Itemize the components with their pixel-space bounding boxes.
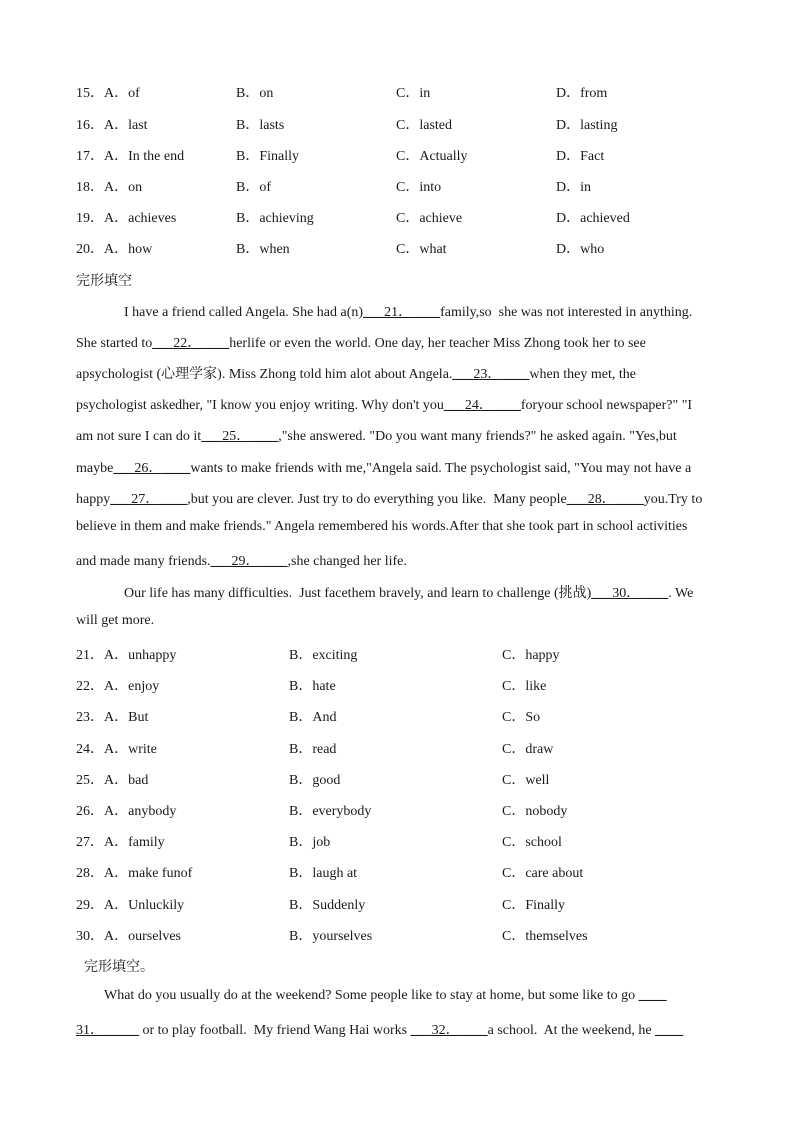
- blank-28: 28．: [587, 492, 616, 507]
- option-c: C．Finally: [502, 898, 566, 913]
- passage-line: happy___27．____,but you are clever. Just try to do everything you like. Many people___28．____you.Try to: [76, 492, 703, 507]
- option-a: A．ourselves: [104, 929, 181, 944]
- question-number: 21．: [76, 648, 104, 663]
- option-b: B．laugh at: [289, 866, 358, 881]
- question-row: [76, 675, 716, 695]
- option-b: B．And: [289, 710, 337, 725]
- option-b: B．everybody: [289, 804, 372, 819]
- option-a: A．make funof: [104, 866, 193, 881]
- passage-line: I have a friend called Angela. She had a(n)___21．____family,so she was not interested in anything.: [124, 305, 693, 320]
- question-row: [76, 706, 716, 726]
- option-d: D．achieved: [556, 211, 630, 226]
- passage-line: 31．_____ or to play football. My friend Wang Hai works ___32．____a school. At the weekend, he ____: [76, 1023, 684, 1038]
- blank-22: 22．: [173, 336, 202, 351]
- option-c: C．draw: [502, 742, 554, 757]
- blank-23: 23．: [473, 367, 502, 382]
- option-a: A．bad: [104, 773, 149, 788]
- blank-31: 31．: [76, 1023, 104, 1038]
- option-a: A．achieves: [104, 211, 177, 226]
- option-d: D．from: [556, 86, 608, 101]
- blank-30: 30．: [612, 586, 641, 601]
- option-d: D．lasting: [556, 118, 618, 133]
- option-a: A．Unluckily: [104, 898, 185, 913]
- option-c: C．into: [396, 180, 442, 195]
- question-number: 29．: [76, 898, 104, 913]
- question-number: 20．: [76, 242, 104, 257]
- option-c: C．school: [502, 835, 562, 850]
- question-row: [76, 738, 716, 758]
- option-b: B．achieving: [236, 211, 314, 226]
- option-a: A．unhappy: [104, 648, 177, 663]
- blank-32: 32．: [431, 1023, 460, 1038]
- option-b: B．on: [236, 86, 274, 101]
- option-a: A．how: [104, 242, 153, 257]
- question-number: 22．: [76, 679, 104, 694]
- question-row: [76, 114, 716, 134]
- option-b: B．Finally: [236, 149, 300, 164]
- option-d: D．Fact: [556, 149, 605, 164]
- option-c: C．what: [396, 242, 447, 257]
- blank-25: 25．: [222, 429, 251, 444]
- option-c: C．themselves: [502, 929, 588, 944]
- option-c: C．So: [502, 710, 541, 725]
- question-row: [76, 145, 716, 165]
- option-a: A．on: [104, 180, 143, 195]
- blank-27: 27．: [131, 492, 160, 507]
- question-row: [76, 238, 716, 258]
- passage-line: She started to___22．____herlife or even the world. One day, her teacher Miss Zhong took her to see: [76, 336, 646, 351]
- passage-line: Our life has many difficulties. Just facethem bravely, and learn to challenge (挑战)___30．____. We: [124, 586, 694, 601]
- option-c: C．lasted: [396, 118, 452, 133]
- question-number: 28．: [76, 866, 104, 881]
- option-c: C．like: [502, 679, 547, 694]
- question-number: 23．: [76, 710, 104, 725]
- option-c: C．in: [396, 86, 431, 101]
- question-row: [76, 925, 716, 945]
- option-a: A．family: [104, 835, 165, 850]
- option-d: D．in: [556, 180, 591, 195]
- question-number: 27．: [76, 835, 104, 850]
- question-row: [76, 862, 716, 882]
- question-row: [76, 82, 716, 102]
- question-row: [76, 207, 716, 227]
- option-a: A．But: [104, 710, 149, 725]
- option-a: A．write: [104, 742, 157, 757]
- question-number: 25．: [76, 773, 104, 788]
- option-b: B．read: [289, 742, 337, 757]
- question-number: 18．: [76, 180, 104, 195]
- option-b: B．hate: [289, 679, 336, 694]
- passage-line: and made many friends.___29．____,she changed her life.: [76, 554, 407, 569]
- passage-line: psychologist askedher, "I know you enjoy writing. Why don't you___24．____foryour school newspaper?" "I: [76, 398, 693, 413]
- passage-line: apsychologist (心理学家). Miss Zhong told him alot about Angela.___23．____when they met, the: [76, 367, 636, 382]
- option-b: B．lasts: [236, 118, 285, 133]
- question-row: [76, 894, 716, 914]
- option-c: C．well: [502, 773, 550, 788]
- passage-line: What do you usually do at the weekend? Some people like to stay at home, but some like to go ____: [104, 988, 667, 1003]
- blank-24: 24．: [464, 398, 493, 413]
- option-a: A．enjoy: [104, 679, 160, 694]
- option-a: A．anybody: [104, 804, 177, 819]
- section-heading: 完形填空: [76, 273, 132, 289]
- question-row: [76, 800, 716, 820]
- question-number: 15．: [76, 86, 104, 101]
- option-b: B．yourselves: [289, 929, 373, 944]
- option-c: C．Actually: [396, 149, 468, 164]
- question-number: 16．: [76, 118, 104, 133]
- option-b: B．when: [236, 242, 290, 257]
- blank-26: 26．: [134, 461, 163, 476]
- passage-line: am not sure I can do it___25．____,"she answered. "Do you want many friends?" he asked again. "Yes,but: [76, 429, 677, 444]
- blank-29: 29．: [231, 554, 260, 569]
- section-heading: 完形填空。: [84, 959, 154, 975]
- option-b: B．job: [289, 835, 331, 850]
- option-a: A．last: [104, 118, 148, 133]
- question-row: [76, 176, 716, 196]
- option-c: C．nobody: [502, 804, 568, 819]
- option-b: B．exciting: [289, 648, 358, 663]
- question-number: 26．: [76, 804, 104, 819]
- blank-21: 21．: [384, 305, 413, 320]
- question-number: 30．: [76, 929, 104, 944]
- option-b: B．good: [289, 773, 341, 788]
- passage-line: will get more.: [76, 613, 155, 628]
- option-c: C．happy: [502, 648, 560, 663]
- passage-line: maybe___26．____wants to make friends with me,"Angela said. The psychologist said, "You may not have a: [76, 461, 692, 476]
- option-a: A．of: [104, 86, 140, 101]
- option-b: B．of: [236, 180, 271, 195]
- option-b: B．Suddenly: [289, 898, 366, 913]
- question-number: 19．: [76, 211, 104, 226]
- question-number: 24．: [76, 742, 104, 757]
- question-row: [76, 769, 716, 789]
- passage-line: believe in them and make friends." Angela remembered his words.After that she took part in school activities: [76, 519, 688, 534]
- option-a: A．In the end: [104, 149, 185, 164]
- option-c: C．achieve: [396, 211, 463, 226]
- question-row: [76, 644, 716, 664]
- option-c: C．care about: [502, 866, 584, 881]
- question-number: 17．: [76, 149, 104, 164]
- option-d: D．who: [556, 242, 605, 257]
- question-row: [76, 831, 716, 851]
